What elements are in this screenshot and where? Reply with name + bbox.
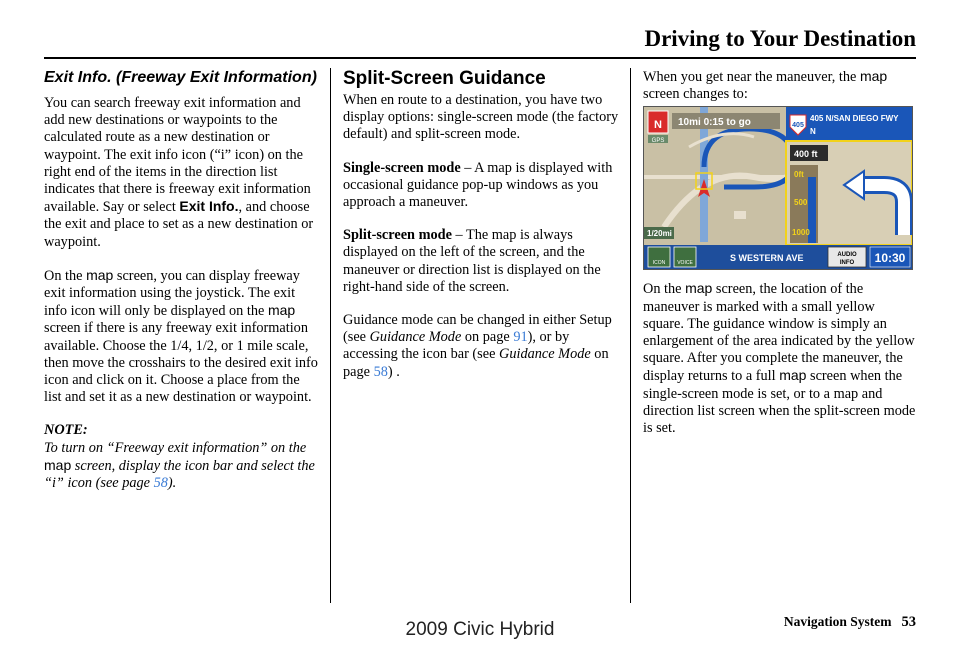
watermark: 2009 Civic Hybrid [405, 619, 555, 640]
column-divider-2 [630, 68, 631, 603]
exit-info-command: Exit Info. [179, 198, 239, 215]
freeway-name: 405 N/SAN DIEGO FWY [810, 114, 899, 124]
maneuver-description: On the map screen, the location of the maneuver is marked with a small yellow square. The guidance window is simply an enlargement of the area indicated by the yellow square. After you complete the maneuver, the display returns to a full map screen when the single-screen mode is set, or to a map and direction list screen when the split-screen mode is set. [643, 280, 916, 437]
svg-text:VOICE: VOICE [677, 260, 693, 267]
map-poi-icon [734, 211, 746, 219]
exit-info-paragraph-1: You can search freeway exit information and add new destinations or waypoints to the calculated route as a new destination or waypoint. The exit info icon (“i” icon) on the right end of the items in the direction list indicates that there is freeway exit information available. Say or select Exit Info., and choose the exit and place to set as a new destination or waypoint. [44, 95, 314, 250]
gps-indicator: GPS [651, 138, 665, 145]
page-link-58[interactable]: 58 [373, 363, 388, 380]
svg-text:0ft: 0ft [794, 170, 804, 180]
page-header-title: Driving to Your Destination [644, 26, 916, 51]
guidance-mode-paragraph: Guidance mode can be changed in either Setup (see Guidance Mode on page 91), or by accessing the icon bar (see Guidance Mode on page 58) . [343, 312, 612, 380]
exit-info-paragraph-2: On the map screen, you can display freeway exit information using the joystick. The exit info icon will only be displayed on the map screen if there is any freeway exit information available. Choose the 1/4, 1/2, or 1 mile scale, then move the crosshairs to the desired exit info icon and click on it. Choose a place from the list and set it as a new destination or waypoint. [44, 266, 318, 406]
column-split-screen [343, 68, 623, 397]
footer-nav-label: Navigation System [783, 614, 892, 629]
current-street: S WESTERN AVE [730, 253, 804, 264]
note-text: To turn on “Freeway exit information” on the map screen, display the icon bar and select the “i” icon (see page 58). [44, 439, 315, 492]
svg-text:INFO: INFO [839, 260, 855, 267]
maneuver-distance: 400 ft [794, 149, 818, 160]
nav-screen-graphic [644, 107, 912, 269]
north-indicator-label: N [654, 119, 662, 132]
page-number: 53 [901, 614, 916, 630]
column-maneuver [643, 68, 918, 453]
page-link-58[interactable]: 58 [153, 475, 168, 492]
split-screen-heading: Split-Screen Guidance [343, 68, 546, 89]
freeway-direction: N [810, 127, 816, 137]
svg-text:500: 500 [794, 198, 808, 208]
exit-info-heading: Exit Info. (Freeway Exit Information) [44, 69, 317, 86]
map-scale: 1/20mi [647, 229, 672, 239]
svg-text:1000: 1000 [792, 228, 810, 238]
column-exit-info [44, 68, 320, 508]
split-screen-intro: When en route to a destination, you have two display options: single-screen mode (the factory default) and split-screen mode. [343, 92, 619, 143]
page-footer [784, 614, 916, 631]
svg-text:AUDIO: AUDIO [837, 252, 857, 259]
nav-screen-image [643, 106, 913, 270]
clock-time: 10:30 [874, 251, 906, 266]
page-link-91[interactable]: 91 [513, 329, 528, 346]
single-screen-paragraph: Single-screen mode – A map is displayed with occasional guidance pop-up windows as you approach a maneuver. [343, 159, 613, 211]
maneuver-intro: When you get near the maneuver, the map screen changes to: [643, 68, 888, 103]
svg-text:ICON: ICON [652, 260, 666, 267]
interstate-shield-number: 405 [792, 122, 804, 130]
header-rule [44, 57, 916, 59]
route-eta-banner: 10mi 0:15 to go [678, 117, 751, 129]
note-label: NOTE: [44, 422, 88, 439]
column-divider-1 [330, 68, 331, 603]
split-screen-paragraph: Split-screen mode – The map is always displayed on the left of the screen, and the maneuver or direction list is displayed on the right-hand side of the screen. [343, 227, 601, 295]
